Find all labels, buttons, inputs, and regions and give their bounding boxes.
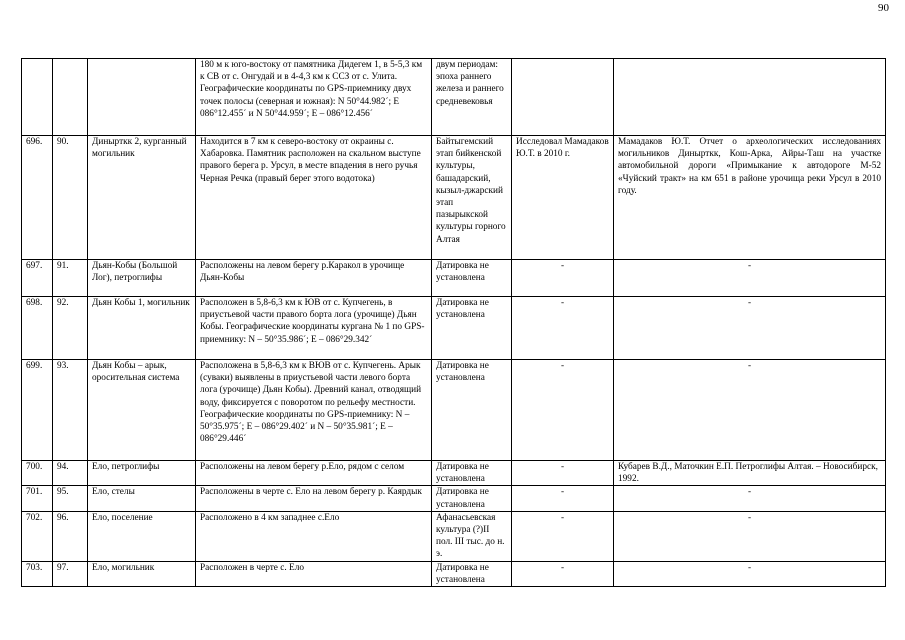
row-number-cell: 697. bbox=[22, 260, 53, 297]
literature-cell: - bbox=[614, 260, 886, 297]
dating-cell: двум периодам: эпоха раннего железа и раннего средневековья bbox=[432, 59, 512, 136]
page-number: 90 bbox=[878, 2, 889, 14]
table-row bbox=[22, 136, 886, 260]
literature-cell: - bbox=[614, 360, 886, 461]
literature-cell: - bbox=[614, 486, 886, 511]
table-row bbox=[22, 461, 886, 486]
dating-cell: Датировка не установлена bbox=[432, 260, 512, 297]
literature-cell: Мамадаков Ю.Т. Отчет о археологических исследованиях могильников Динырткк, Кош-Арка, Айры-Таш на участке автомобильной дороги «Примыкание к автодороге М-52 «Чуйский тракт» на км 651 в районе урочища реки Урсул в 2010 году. bbox=[614, 136, 886, 260]
location-cell: Расположен в 5,8-6,3 км к ЮВ от с. Купчегень, в приустьевой части правого борта лога (урочище) Дьян Кобы. Географические координаты кургана № 1 по GPS-приемнику: N – 50°35.986´; E – 086°29.342´ bbox=[196, 297, 432, 360]
row-number-cell: 698. bbox=[22, 297, 53, 360]
researcher-cell: - bbox=[512, 461, 614, 486]
local-number-cell: 93. bbox=[53, 360, 88, 461]
row-number-cell: 703. bbox=[22, 561, 53, 586]
dating-cell: Датировка не установлена bbox=[432, 297, 512, 360]
monument-name-cell: Ело, могильник bbox=[88, 561, 196, 586]
dating-cell: Датировка не установлена bbox=[432, 486, 512, 511]
literature-cell: - bbox=[614, 297, 886, 360]
researcher-cell: - bbox=[512, 561, 614, 586]
row-number-cell: 700. bbox=[22, 461, 53, 486]
researcher-cell: - bbox=[512, 260, 614, 297]
local-number-cell: 97. bbox=[53, 561, 88, 586]
row-number-cell bbox=[22, 59, 53, 136]
local-number-cell: 95. bbox=[53, 486, 88, 511]
dating-cell: Байтыгемский этап бийкенской культуры, башадарский, кызыл-джарский этап пазырыкской культуры горного Алтая bbox=[432, 136, 512, 260]
monument-name-cell: Ело, поселение bbox=[88, 511, 196, 561]
monument-name-cell: Ело, петроглифы bbox=[88, 461, 196, 486]
monument-name-cell: Динырткк 2, курганный могильник bbox=[88, 136, 196, 260]
literature-cell: - bbox=[614, 561, 886, 586]
researcher-cell: - bbox=[512, 486, 614, 511]
table-row bbox=[22, 486, 886, 511]
local-number-cell bbox=[53, 59, 88, 136]
table-row bbox=[22, 260, 886, 297]
researcher-cell: Исследовал Мамадаков Ю.Т. в 2010 г. bbox=[512, 136, 614, 260]
local-number-cell: 91. bbox=[53, 260, 88, 297]
monument-name-cell: Ело, стелы bbox=[88, 486, 196, 511]
local-number-cell: 96. bbox=[53, 511, 88, 561]
table-row bbox=[22, 360, 886, 461]
dating-cell: Датировка не установлена bbox=[432, 461, 512, 486]
monument-name-cell: Дьян Кобы 1, могильник bbox=[88, 297, 196, 360]
table-row bbox=[22, 561, 886, 586]
location-cell: 180 м к юго-востоку от памятника Дидегем 1, в 5-5,3 км к СВ от с. Онгудай и в 4-4,3 км к ССЗ от с. Улита. Географические координаты по GPS-приемнику двух точек полосы (северная и южная): N 50°44.982´; E 086°12.455´ и N 50°44.959´; E – 086°12.456´ bbox=[196, 59, 432, 136]
row-number-cell: 702. bbox=[22, 511, 53, 561]
monuments-table bbox=[21, 58, 886, 587]
row-number-cell: 696. bbox=[22, 136, 53, 260]
literature-cell: Кубарев В.Д., Маточкин Е.П. Петроглифы Алтая. – Новосибирск, 1992. bbox=[614, 461, 886, 486]
researcher-cell: - bbox=[512, 360, 614, 461]
researcher-cell: - bbox=[512, 297, 614, 360]
location-cell: Расположены в черте с. Ело на левом берегу р. Каярдык bbox=[196, 486, 432, 511]
monument-name-cell bbox=[88, 59, 196, 136]
literature-cell: - bbox=[614, 511, 886, 561]
location-cell: Расположены на левом берегу р.Ело, рядом с селом bbox=[196, 461, 432, 486]
row-number-cell: 699. bbox=[22, 360, 53, 461]
monument-name-cell: Дьян Кобы – арык, оросительная система bbox=[88, 360, 196, 461]
location-cell: Расположены на левом берегу р.Каракол в урочище Дьян-Кобы bbox=[196, 260, 432, 297]
researcher-cell bbox=[512, 59, 614, 136]
location-cell: Находится в 7 км к северо-востоку от окраины с. Хабаровка. Памятник расположен на скальном выступе правого берега р. Урсул, в месте впадения в него ручья Черная Речка (правый берег этого водотока) bbox=[196, 136, 432, 260]
dating-cell: Датировка не установлена bbox=[432, 360, 512, 461]
row-number-cell: 701. bbox=[22, 486, 53, 511]
location-cell: Расположено в 4 км западнее с.Ело bbox=[196, 511, 432, 561]
table-row bbox=[22, 511, 886, 561]
researcher-cell: - bbox=[512, 511, 614, 561]
literature-cell bbox=[614, 59, 886, 136]
location-cell: Расположен в черте с. Ело bbox=[196, 561, 432, 586]
location-cell: Расположена в 5,8-6,3 км к ВЮВ от с. Купчегень. Арык (суваки) выявлены в приустьевой части левого борта лога (урочище) Дьян Кобы). Древний канал, отводящий воду, фиксируется с поворотом по рельефу местности. Географические координаты по GPS-приемнику: N – 50°35.975´; E – 086°29.402´ и N – 50°35.981´; E – 086°29.446´ bbox=[196, 360, 432, 461]
local-number-cell: 90. bbox=[53, 136, 88, 260]
table-row bbox=[22, 59, 886, 136]
table-row bbox=[22, 297, 886, 360]
monument-name-cell: Дьян-Кобы (Большой Лог), петроглифы bbox=[88, 260, 196, 297]
local-number-cell: 94. bbox=[53, 461, 88, 486]
local-number-cell: 92. bbox=[53, 297, 88, 360]
dating-cell: Датировка не установлена bbox=[432, 561, 512, 586]
dating-cell: Афанасьевская культура (?)II пол. III тыс. до н. э. bbox=[432, 511, 512, 561]
